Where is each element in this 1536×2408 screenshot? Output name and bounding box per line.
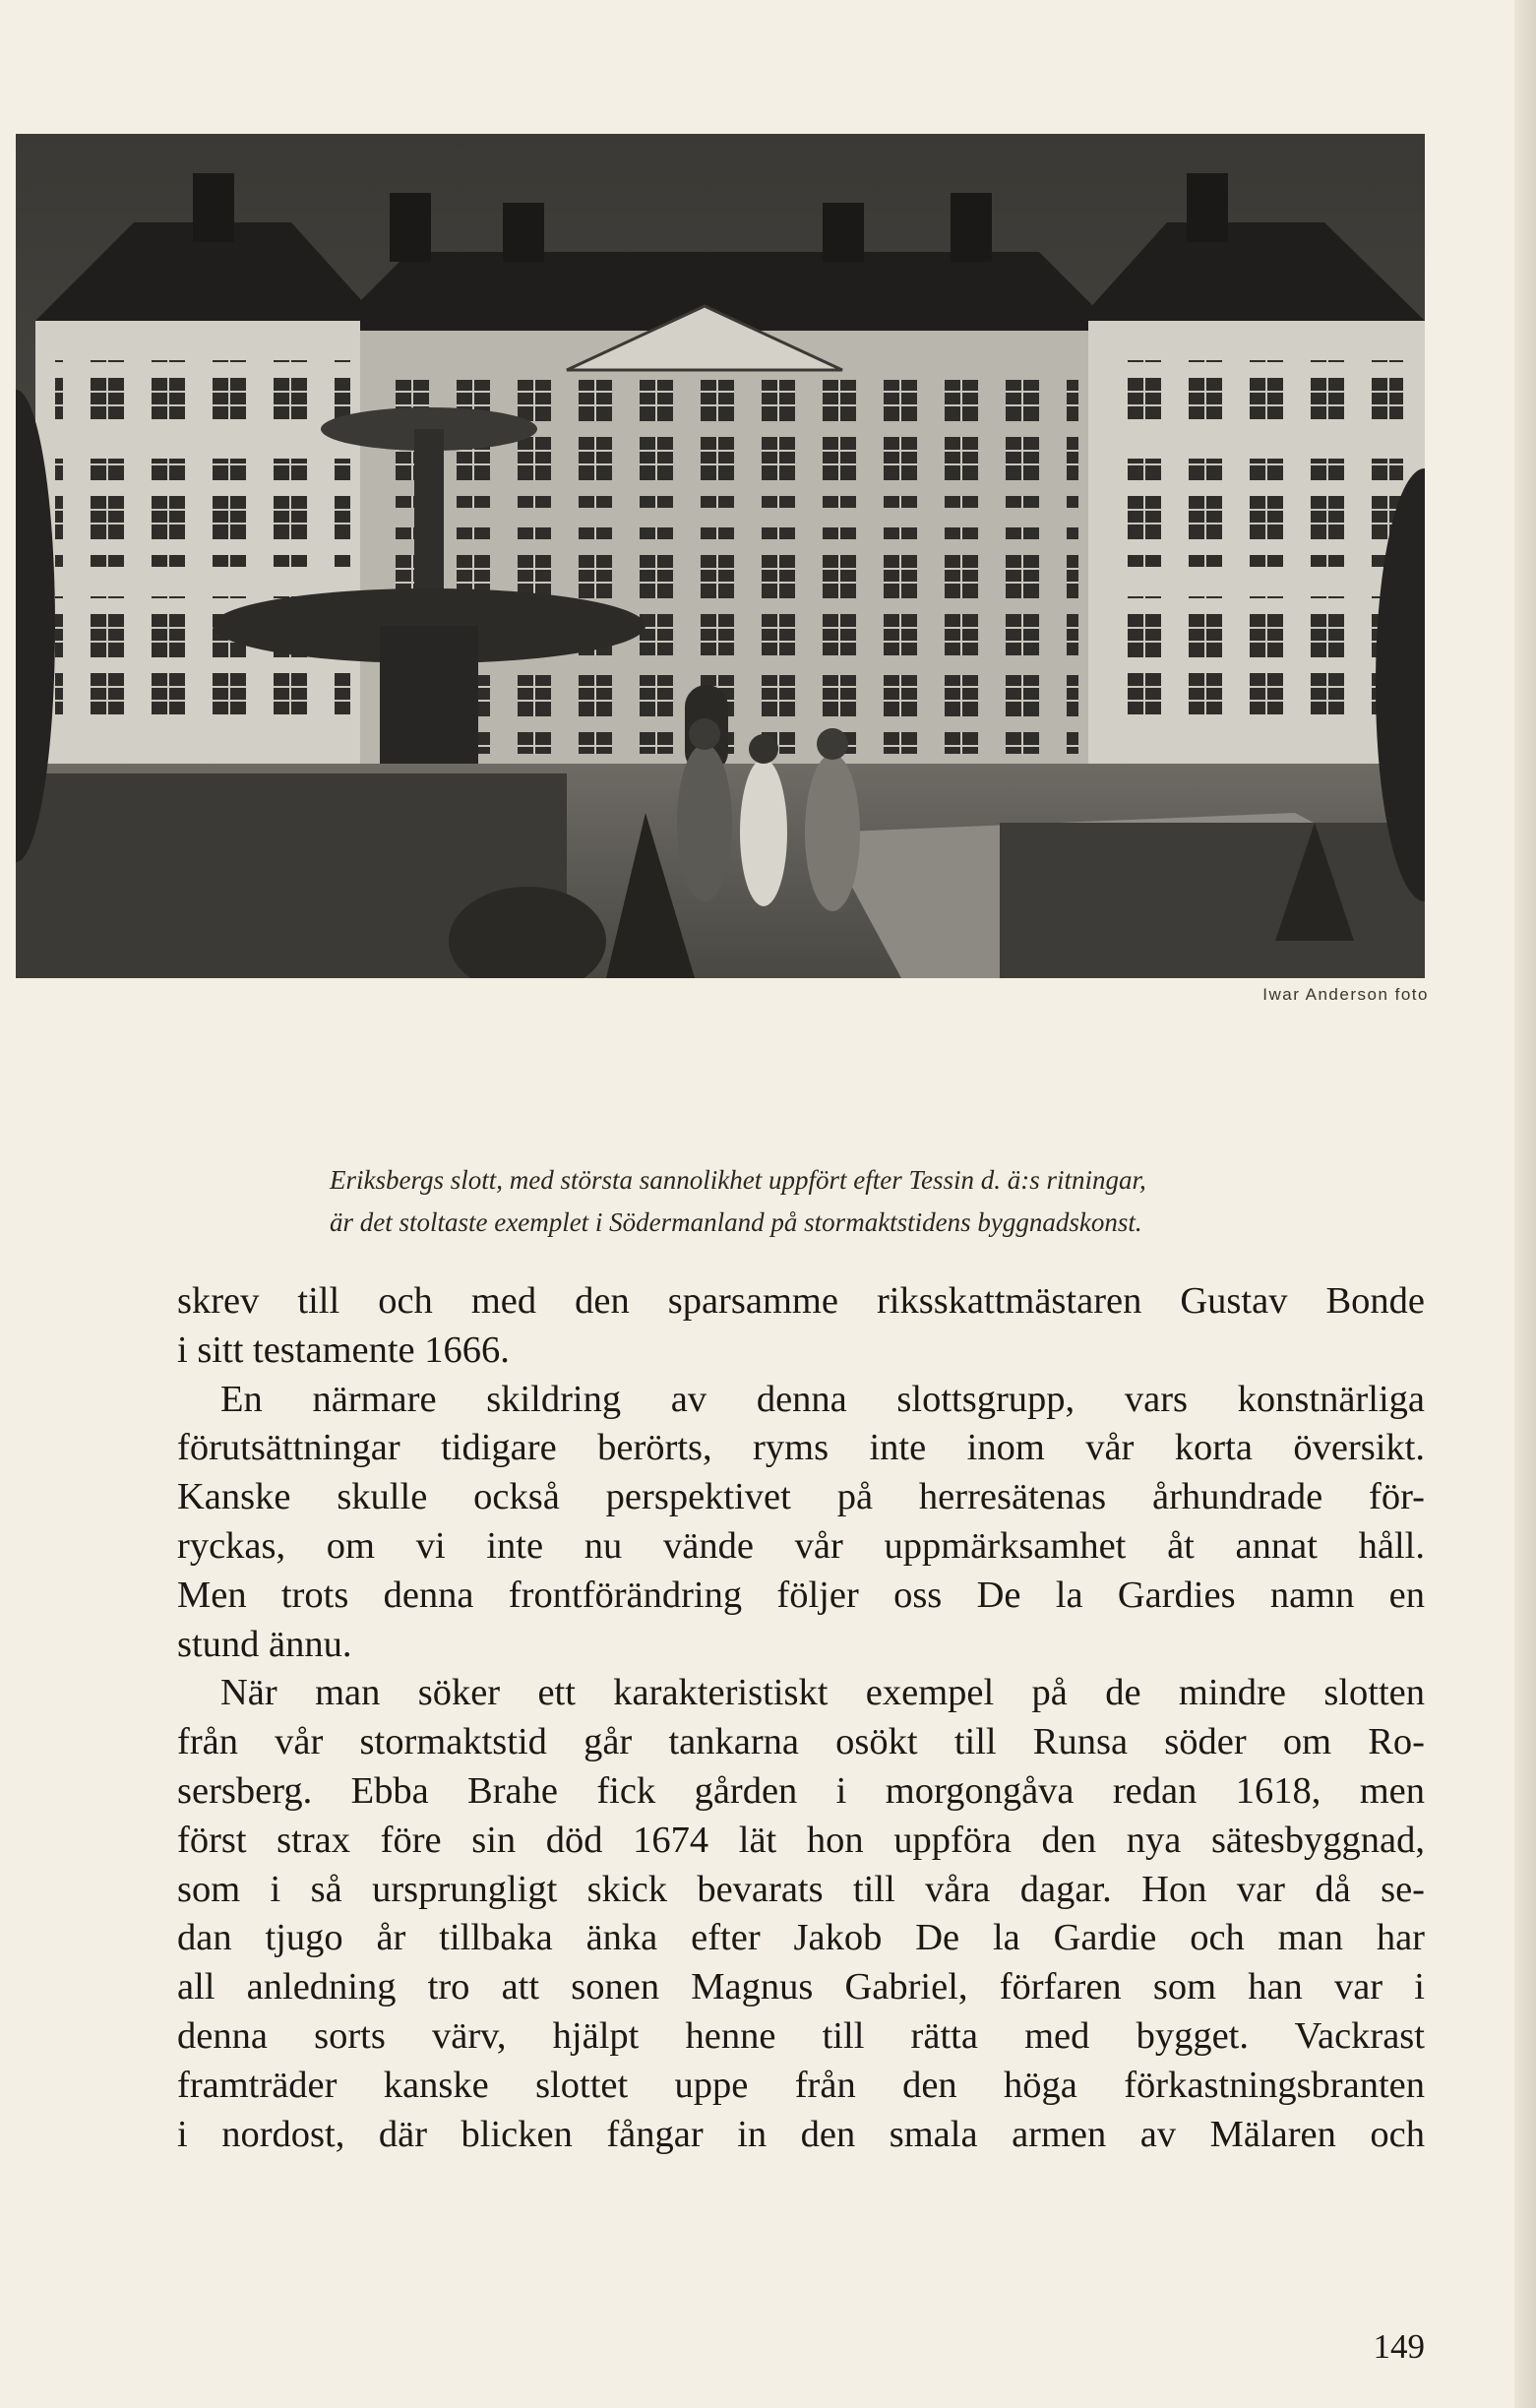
body-line: När man söker ett karakteristiskt exempel på de mindre slotten — [220, 1672, 1425, 1714]
body-line: i nordost, där blicken fångar in den smala armen av Mälaren och — [177, 2113, 1425, 2155]
castle-photograph — [16, 134, 1425, 978]
body-line: Kanske skulle också perspektivet på herresätenas århundrade för- — [177, 1476, 1425, 1518]
body-line: först strax före sin död 1674 lät hon uppföra den nya sätesbyggnad, — [177, 1819, 1425, 1861]
body-line: skrev till och med den sparsamme riksskattmästaren Gustav Bonde — [177, 1280, 1425, 1322]
body-line: Men trots denna frontförändring följer oss De la Gardies namn en — [177, 1574, 1425, 1616]
page-edge — [1514, 0, 1536, 2408]
body-line: förutsättningar tidigare berörts, ryms inte inom vår korta översikt. — [177, 1427, 1425, 1469]
body-line: dan tjugo år tillbaka änka efter Jakob De la Gardie och man har — [177, 1917, 1425, 1959]
page-number: 149 — [1373, 2327, 1425, 2366]
caption-line: Eriksbergs slott, med största sannolikhet uppfört efter Tessin d. ä:s ritningar, — [330, 1165, 1146, 1195]
photo-caption — [330, 1159, 1422, 1244]
body-line: sersberg. Ebba Brahe fick gården i morgongåva redan 1618, men — [177, 1769, 1425, 1812]
body-line: En närmare skildring av denna slottsgrupp, vars konstnärliga — [220, 1378, 1425, 1420]
caption-line: är det stoltaste exemplet i Södermanland på stormaktstidens byggnadskonst. — [330, 1207, 1142, 1237]
body-line: från vår stormaktstid går tankarna osökt till Runsa söder om Ro- — [177, 1721, 1425, 1763]
photo-credit: Iwar Anderson foto — [1262, 985, 1429, 1004]
body-line: i sitt testamente 1666. — [177, 1328, 510, 1371]
body-text — [177, 1277, 1425, 2159]
body-line: all anledning tro att sonen Magnus Gabriel, förfaren som han var i — [177, 1966, 1425, 2008]
body-line: stund ännu. — [177, 1623, 352, 1665]
body-line: framträder kanske slottet uppe från den höga förkastningsbranten — [177, 2064, 1425, 2106]
body-line: denna sorts värv, hjälpt henne till rätta med bygget. Vackrast — [177, 2014, 1425, 2057]
body-line: som i så ursprungligt skick bevarats till våra dagar. Hon var då se- — [177, 1868, 1425, 1910]
body-line: ryckas, om vi inte nu vände vår uppmärksamhet åt annat håll. — [177, 1524, 1425, 1567]
